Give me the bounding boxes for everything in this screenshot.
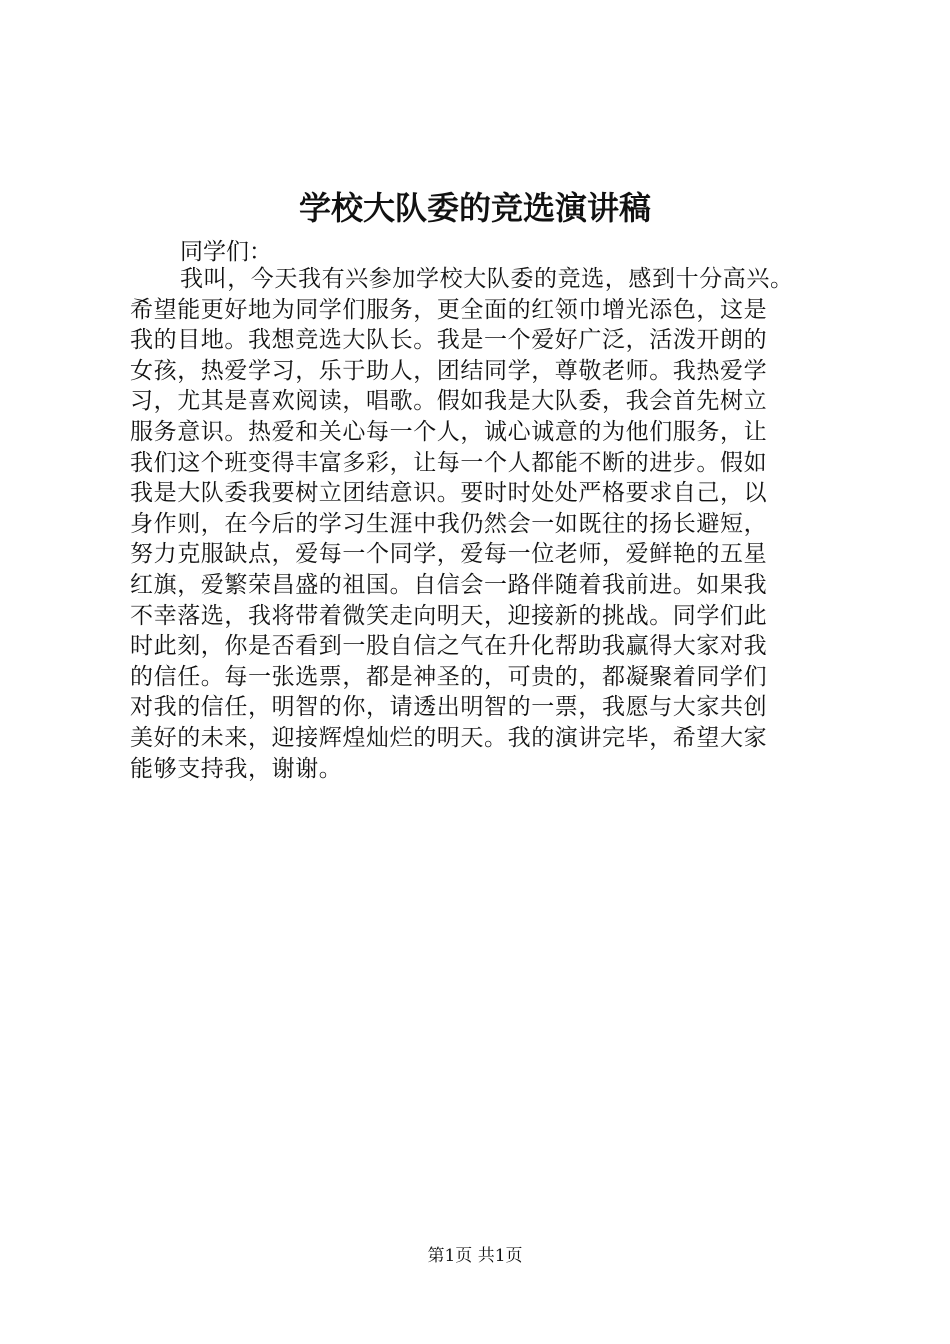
speech-body	[130, 264, 830, 784]
body-line: 女孩，热爱学习，乐于助人，团结同学，尊敬老师。我热爱学	[130, 357, 768, 384]
salutation: 同学们：	[180, 239, 272, 265]
body-line: 服务意识。热爱和关心每一个人，诚心诚意的为他们服务，让	[130, 418, 768, 445]
body-line: 时此刻，你是否看到一股自信之气在升化帮助我赢得大家对我	[130, 633, 768, 660]
body-line: 我的目地。我想竞选大队长。我是一个爱好广泛，活泼开朗的	[130, 327, 768, 354]
body-line: 我们这个班变得丰富多彩，让每一个人都能不断的进步。假如	[130, 449, 768, 476]
document-title: 学校大队委的竞选演讲稿	[298, 189, 651, 227]
body-line: 美好的未来，迎接辉煌灿烂的明天。我的演讲完毕，希望大家	[130, 724, 768, 751]
body-line: 不幸落选，我将带着微笑走向明天，迎接新的挑战。同学们此	[130, 602, 768, 629]
body-line: 能够支持我，谢谢。	[130, 755, 343, 782]
body-line: 的信任。每一张选票，都是神圣的，可贵的，都凝聚着同学们	[130, 663, 768, 690]
body-line: 红旗，爱繁荣昌盛的祖国。自信会一路伴随着我前进。如果我	[130, 571, 768, 598]
body-line: 对我的信任，明智的你，请透出明智的一票，我愿与大家共创	[130, 694, 768, 721]
body-line: 努力克服缺点，爱每一个同学，爱每一位老师，爱鲜艳的五星	[130, 541, 768, 568]
body-line: 身作则，在今后的学习生涯中我仍然会一如既往的扬长避短，	[130, 510, 768, 537]
page-number-footer: 第1页 共1页	[427, 1246, 523, 1266]
body-line: 我叫，今天我有兴参加学校大队委的竞选，感到十分高兴。	[180, 266, 794, 292]
body-line: 希望能更好地为同学们服务，更全面的红领巾增光添色，这是	[130, 296, 768, 323]
body-line: 习，尤其是喜欢阅读，唱歌。假如我是大队委，我会首先树立	[130, 388, 768, 415]
body-line: 我是大队委我要树立团结意识。要时时处处严格要求自己，以	[130, 480, 768, 507]
